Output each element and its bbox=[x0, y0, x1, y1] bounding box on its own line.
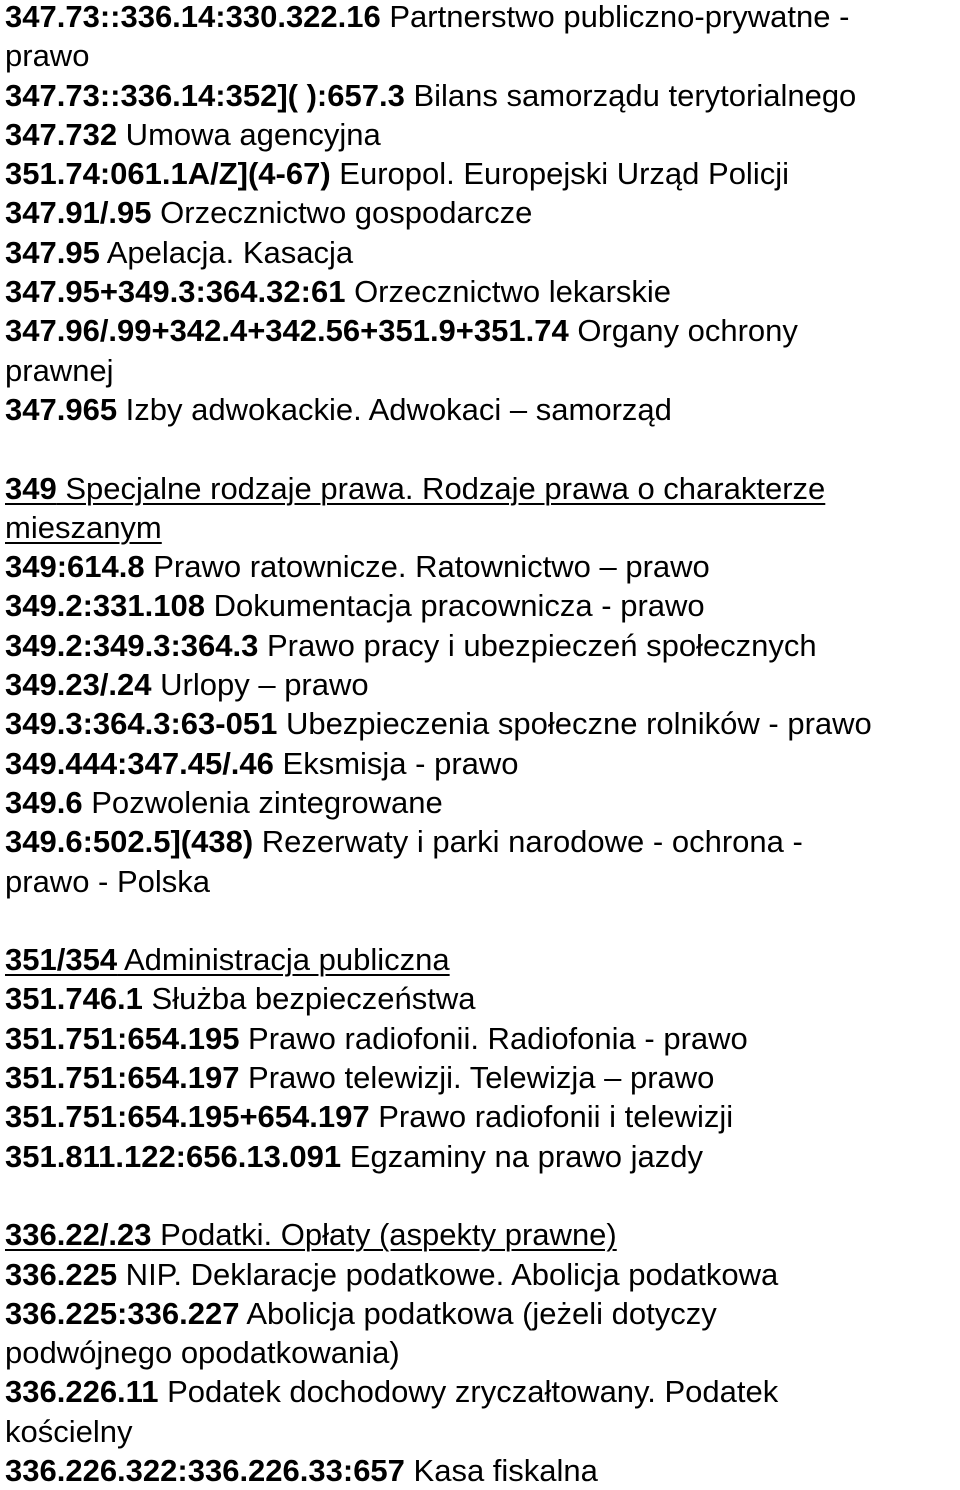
section-spacer bbox=[5, 429, 957, 468]
index-entry bbox=[5, 311, 957, 350]
entry-code: 336.226.322:336.226.33:657 bbox=[5, 1452, 405, 1488]
entry-code: 351.811.122:656.13.091 bbox=[5, 1138, 342, 1174]
index-entry bbox=[5, 1451, 957, 1490]
entry-description: Prawo ratownicze. Ratownictwo – prawo bbox=[144, 549, 710, 585]
entry-code: 347.73::336.14:352]( bbox=[5, 77, 298, 113]
entry-description: Prawo radiofonii. Radiofonia - prawo bbox=[239, 1020, 748, 1056]
index-entry bbox=[5, 233, 957, 272]
entry-description: Europol. Europejski Urząd Policji bbox=[330, 156, 789, 192]
entry-code: 347.91/.95 bbox=[5, 195, 152, 231]
entry-code: 349 bbox=[5, 470, 57, 506]
entry-code: 349.6:502.5](438) bbox=[5, 824, 254, 860]
entry-code: 351/354 bbox=[5, 942, 118, 978]
entry-description: Ubezpieczenia społeczne rolników - prawo bbox=[277, 706, 872, 742]
entry-description: Kasa fiskalna bbox=[404, 1452, 598, 1488]
entry-description-continued: mieszanym bbox=[5, 509, 162, 545]
entry-description: Urlopy – prawo bbox=[151, 667, 369, 703]
index-entry bbox=[5, 704, 957, 743]
entry-description-continued: prawo - Polska bbox=[5, 863, 211, 899]
entry-description: Orzecznictwo lekarskie bbox=[345, 274, 672, 310]
entry-code: 351.74:061.1A/Z](4-67) bbox=[5, 156, 331, 192]
entry-description: Prawo radiofonii i telewizji bbox=[369, 1099, 734, 1135]
section-spacer bbox=[5, 1176, 957, 1215]
entry-description: Bilans samorządu terytorialnego bbox=[404, 77, 857, 113]
entry-description-continued: prawo bbox=[5, 38, 90, 74]
index-entry bbox=[5, 1058, 957, 1097]
section-heading bbox=[5, 940, 957, 979]
entry-code: 349.444:347.45/.46 bbox=[5, 745, 274, 781]
index-entry bbox=[5, 390, 957, 429]
entry-description-continued: prawnej bbox=[5, 352, 114, 388]
entry-description: Abolicja podatkowa (jeżeli dotyczy bbox=[239, 1295, 717, 1331]
entry-code: 347.732 bbox=[5, 116, 118, 152]
entry-description: Służba bezpieczeństwa bbox=[142, 981, 476, 1017]
entry-continuation bbox=[5, 862, 957, 901]
index-entry bbox=[5, 154, 957, 193]
index-entry bbox=[5, 1137, 957, 1176]
index-entry bbox=[5, 979, 957, 1018]
entry-continuation bbox=[5, 1412, 957, 1451]
entry-continuation bbox=[5, 508, 957, 547]
entry-code: 336.225:336.227 bbox=[5, 1295, 240, 1331]
entry-code: 351.746.1 bbox=[5, 981, 143, 1017]
entry-description: Prawo pracy i ubezpieczeń społecznych bbox=[258, 627, 817, 663]
entry-code: 349.2:349.3:364.3 bbox=[5, 627, 259, 663]
entry-description: Pozwolenia zintegrowane bbox=[82, 784, 443, 820]
entry-code: 347.73::336.14:330.322.16 bbox=[5, 0, 381, 34]
entry-description: NIP. Deklaracje podatkowe. Abolicja podatkowa bbox=[117, 1256, 779, 1292]
entry-code: 347.95+349.3:364.32:61 bbox=[5, 274, 346, 310]
entry-continuation bbox=[5, 1333, 957, 1372]
entry-code: 349.23/.24 bbox=[5, 667, 152, 703]
section-heading bbox=[5, 469, 957, 508]
index-entry bbox=[5, 1372, 957, 1411]
entry-continuation bbox=[5, 351, 957, 390]
index-entry bbox=[5, 822, 957, 861]
entry-code: 347.95 bbox=[5, 234, 100, 270]
entry-description bbox=[298, 78, 307, 113]
entry-code: 349.3:364.3:63-051 bbox=[5, 706, 278, 742]
section-spacer bbox=[5, 901, 957, 940]
entry-code: 351.751:654.197 bbox=[5, 1060, 240, 1096]
entry-continuation bbox=[5, 36, 957, 75]
index-entry bbox=[5, 193, 957, 232]
entry-description: Eksmisja - prawo bbox=[273, 745, 519, 781]
index-entry bbox=[5, 1255, 957, 1294]
index-entry bbox=[5, 1294, 957, 1333]
index-entry bbox=[5, 586, 957, 625]
index-entry bbox=[5, 547, 957, 586]
entry-description: Dokumentacja pracownicza - prawo bbox=[204, 588, 705, 624]
entry-description-continued: kościelny bbox=[5, 1413, 133, 1449]
entry-description: Administracja publiczna bbox=[117, 942, 450, 978]
index-entry bbox=[5, 115, 957, 154]
entry-description: Prawo telewizji. Telewizja – prawo bbox=[239, 1060, 715, 1096]
entry-description: Izby adwokackie. Adwokaci – samorząd bbox=[117, 391, 672, 427]
index-entry bbox=[5, 1019, 957, 1058]
index-entry bbox=[5, 272, 957, 311]
entry-description: Partnerstwo publiczno-prywatne - bbox=[380, 0, 850, 34]
index-entry bbox=[5, 783, 957, 822]
entry-code: 347.96/.99+342.4+342.56+351.9+351.74 bbox=[5, 313, 569, 349]
entry-description: Apelacja. Kasacja bbox=[99, 234, 354, 270]
document-page bbox=[5, 0, 957, 1490]
entry-code: 336.226.11 bbox=[5, 1374, 159, 1410]
index-entry bbox=[5, 665, 957, 704]
index-entry bbox=[5, 744, 957, 783]
index-entry bbox=[5, 0, 957, 36]
index-entry bbox=[5, 626, 957, 665]
entry-description: Egzaminy na prawo jazdy bbox=[341, 1138, 703, 1174]
entry-code: 351.751:654.195+654.197 bbox=[5, 1099, 370, 1135]
entry-description: Organy ochrony bbox=[568, 313, 798, 349]
entry-description: Umowa agencyjna bbox=[117, 116, 381, 152]
entry-description: Podatki. Opłaty (aspekty prawne) bbox=[151, 1217, 617, 1253]
index-entry bbox=[5, 76, 957, 115]
entry-description: Specjalne rodzaje prawa. Rodzaje prawa o charakterze bbox=[56, 470, 826, 506]
entry-code: 349.6 bbox=[5, 784, 83, 820]
entry-code: 347.965 bbox=[5, 391, 118, 427]
entry-description: Podatek dochodowy zryczałtowany. Podatek bbox=[158, 1374, 779, 1410]
entry-code: 349:614.8 bbox=[5, 549, 145, 585]
entry-code: 336.22/.23 bbox=[5, 1217, 152, 1253]
section-heading bbox=[5, 1215, 957, 1254]
entry-code: 351.751:654.195 bbox=[5, 1020, 240, 1056]
entry-code: 336.225 bbox=[5, 1256, 118, 1292]
entry-description-continued: podwójnego opodatkowania) bbox=[5, 1335, 400, 1371]
entry-code: ):657.3 bbox=[306, 77, 405, 113]
entry-description: Rezerwaty i parki narodowe - ochrona - bbox=[253, 824, 803, 860]
entry-code: 349.2:331.108 bbox=[5, 588, 205, 624]
index-entry bbox=[5, 1097, 957, 1136]
entry-description: Orzecznictwo gospodarcze bbox=[151, 195, 533, 231]
